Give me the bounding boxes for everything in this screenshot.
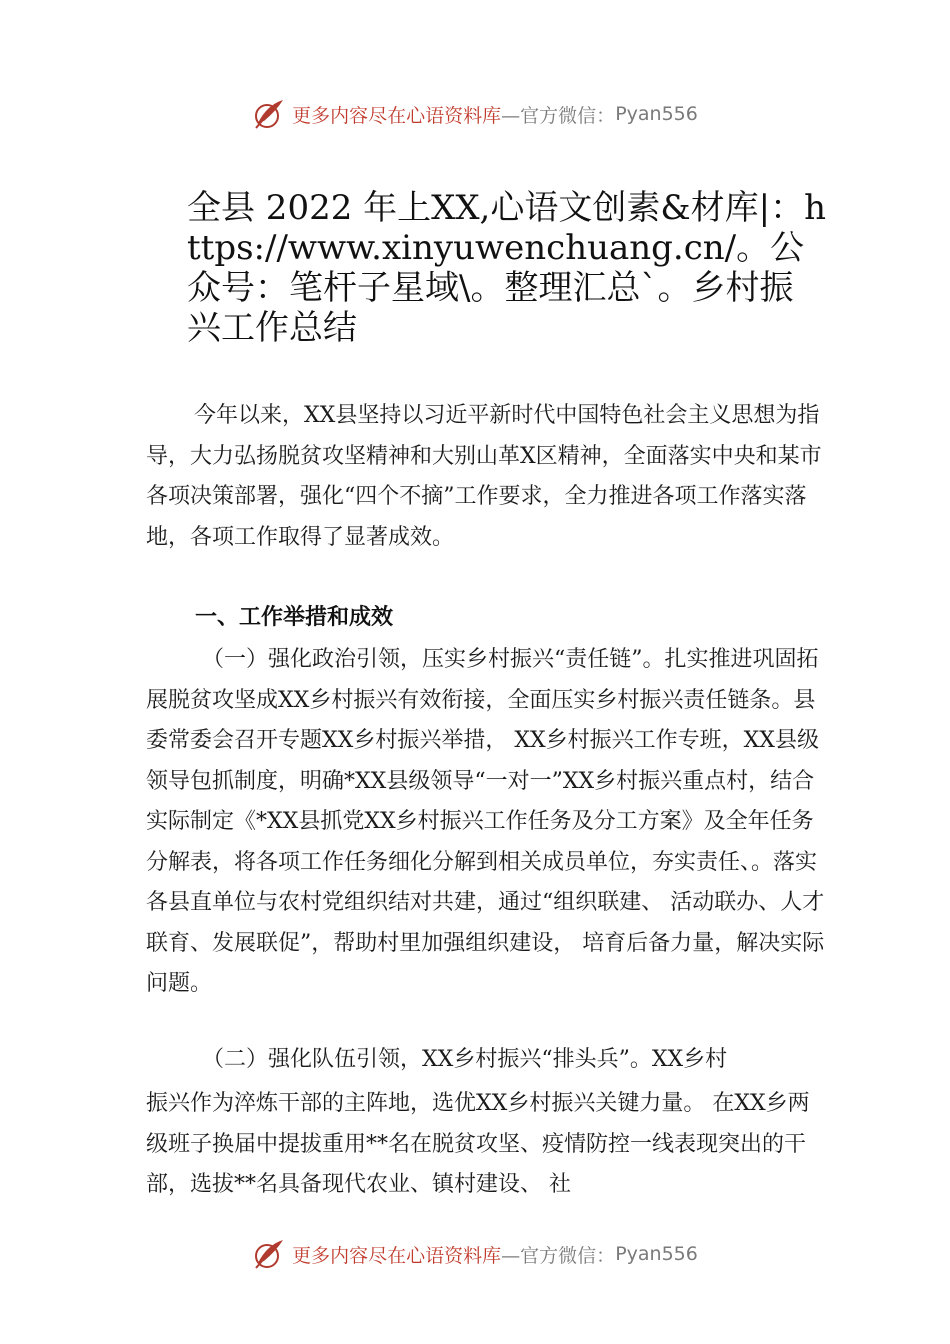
banner-site-name: 更多内容尽在心语资料库	[292, 104, 502, 127]
banner-site-name: 更多内容尽在心语资料库	[292, 1244, 502, 1267]
footer-banner	[0, 1234, 950, 1274]
section-heading: 一、工作举措和成效	[195, 605, 394, 630]
banner-wechat-id: Pyan556	[615, 103, 698, 125]
banner-wechat-label: —官方微信：	[501, 104, 616, 127]
item-two-first-line: （二）强化队伍引领，XX乡村振兴“排头兵”。XX乡村	[202, 1047, 728, 1072]
item-one-paragraph: （一）强化政治引领，压实乡村振兴“责任链”。扎实推进巩固拓展脱贫攻坚成XX乡村振兴有效衔接，全面压实乡村振兴责任链条。县委常委会召开专题XX乡村振兴举措， XX乡村振兴工作专班，XX县级领导包抓制度，明确*XX县级领导“一对一”XX乡村振兴重点村，结合实际制定《*XX县抓党XX乡村振兴工作任务及分工方案》及全年任务分解表，将各项工作任务细化分解到相关成员单位，夯实责任、。落实各县直单位与农村党组织结对共建，通过“组织联建、 活动联办、人才联育、发展联促”，帮助村里加强组织建设， 培育后备力量，解决实际问题。	[146, 647, 825, 996]
quill-logo-icon	[252, 97, 286, 131]
item-two-paragraph: 振兴作为淬炼干部的主阵地，选优XX乡村振兴关键力量。 在XX乡两级班子换届中提拔重用**名在脱贫攻坚、疫情防控一线表现突出的干部，选拔**名具备现代农业、镇村建设、 社	[146, 1091, 810, 1197]
intro-paragraph: 今年以来，XX县坚持以习近平新时代中国特色社会主义思想为指导，大力弘扬脱贫攻坚精神和大别山革X区精神，全面落实中央和某市各项决策部署，强化“四个不摘”工作要求，全力推进各项工作落实落地，各项工作取得了显著成效。	[146, 403, 822, 550]
header-banner	[0, 94, 950, 134]
document-title: 全县 2022 年上XX,心语文创素&材库|：https://www.xinyuwenchuang.cn/。公众号：笔杆子星域\。整理汇总`。乡村振兴工作总结	[187, 188, 826, 348]
banner-wechat-label: —官方微信：	[501, 1244, 616, 1267]
banner-wechat-id: Pyan556	[615, 1243, 698, 1265]
quill-logo-icon	[252, 1237, 286, 1271]
